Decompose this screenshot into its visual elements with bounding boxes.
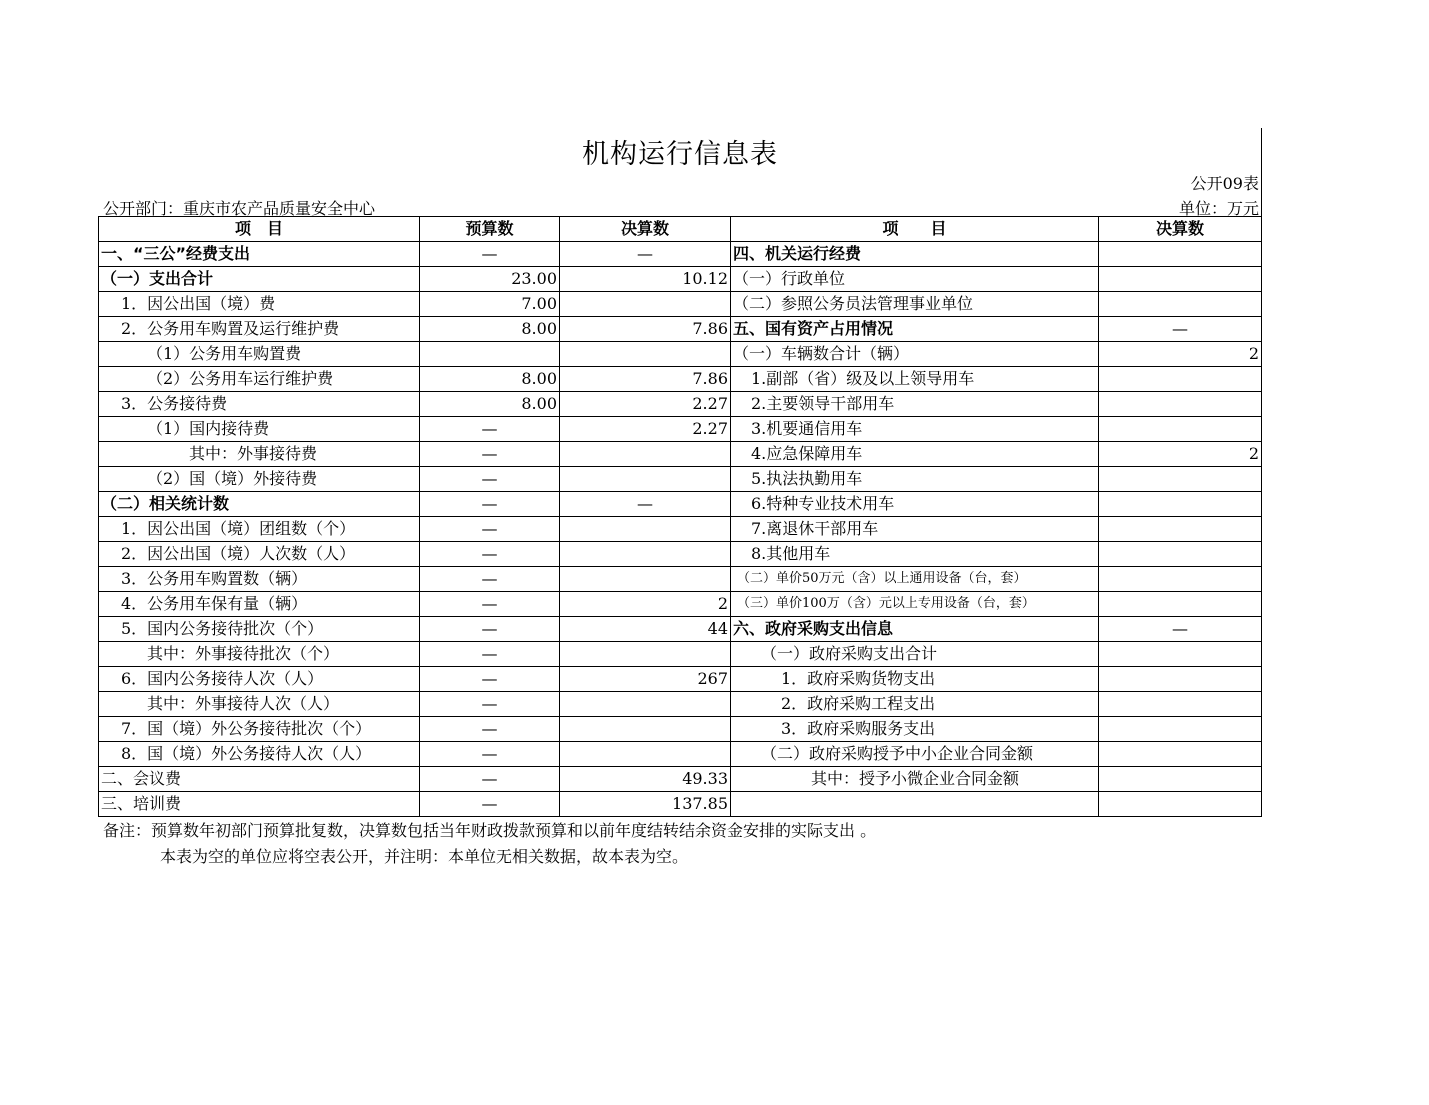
page-title: 机构运行信息表 xyxy=(582,139,778,170)
table-row: 5．国内公务接待批次（个） — 44 六、政府采购支出信息 — xyxy=(99,617,1262,642)
table-row: 1．因公出国（境）费 7.00 （二）参照公务员法管理事业单位 xyxy=(99,292,1262,317)
department-label: 公开部门：重庆市农产品质量安全中心 xyxy=(103,199,376,218)
table-row: 三、培训费 — 137.85 xyxy=(99,792,1262,817)
table-row: 1．因公出国（境）团组数（个） — 7.离退休干部用车 xyxy=(99,517,1262,542)
table-row: 其中：外事接待人次（人） — 2．政府采购工程支出 xyxy=(99,692,1262,717)
table-row: 7．国（境）外公务接待批次（个） — 3．政府采购服务支出 xyxy=(99,717,1262,742)
table-row: 6．国内公务接待人次（人） — 267 1．政府采购货物支出 xyxy=(99,667,1262,692)
table-row: 其中：外事接待费 — 4.应急保障用车 2 xyxy=(99,442,1262,467)
table-row: 2．公务用车购置及运行维护费 8.00 7.86 五、国有资产占用情况 — xyxy=(99,317,1262,342)
divider xyxy=(1261,128,1262,216)
table-row: （一）支出合计 23.00 10.12 （一）行政单位 xyxy=(99,267,1262,292)
table-row: 8．国（境）外公务接待人次（人） — （二）政府采购授予中小企业合同金额 xyxy=(99,742,1262,767)
form-number: 公开09表 xyxy=(1190,174,1259,193)
table-row: 4．公务用车保有量（辆） — 2 （三）单价100万（含）元以上专用设备（台，套） xyxy=(99,592,1262,617)
header-final-right: 决算数 xyxy=(1099,217,1262,242)
table-row: （1）国内接待费 — 2.27 3.机要通信用车 xyxy=(99,417,1262,442)
unit-label: 单位：万元 xyxy=(1178,199,1259,218)
table-row: 3．公务用车购置数（辆） — （二）单价50万元（含）以上通用设备（台，套） xyxy=(99,567,1262,592)
table-row: （二）相关统计数 — — 6.特种专业技术用车 xyxy=(99,492,1262,517)
header-budget: 预算数 xyxy=(420,217,560,242)
header-final-left: 决算数 xyxy=(560,217,731,242)
table-header xyxy=(99,217,1262,242)
table-row: 二、会议费 — 49.33 其中：授予小微企业合同金额 xyxy=(99,767,1262,792)
table-row: 3．公务接待费 8.00 2.27 2.主要领导干部用车 xyxy=(99,392,1262,417)
info-table xyxy=(98,216,1262,817)
header-item-right: 项 目 xyxy=(731,217,1099,242)
table-row: 其中：外事接待批次（个） — （一）政府采购支出合计 xyxy=(99,642,1262,667)
table-row: 一、“三公”经费支出 — — 四、机关运行经费 xyxy=(99,242,1262,267)
table-row: （1）公务用车购置费 （一）车辆数合计（辆） 2 xyxy=(99,342,1262,367)
footnote-1: 备注：预算数年初部门预算批复数，决算数包括当年财政拨款预算和以前年度结转结余资金安排的实际支出 。 xyxy=(103,821,877,840)
table-row: 2．因公出国（境）人次数（人） — 8.其他用车 xyxy=(99,542,1262,567)
footnote-2: 本表为空的单位应将空表公开，并注明：本单位无相关数据，故本表为空。 xyxy=(160,847,689,866)
table-row: （2）公务用车运行维护费 8.00 7.86 1.副部（省）级及以上领导用车 xyxy=(99,367,1262,392)
table-row: （2）国（境）外接待费 — 5.执法执勤用车 xyxy=(99,467,1262,492)
header-item-left: 项 目 xyxy=(99,217,420,242)
